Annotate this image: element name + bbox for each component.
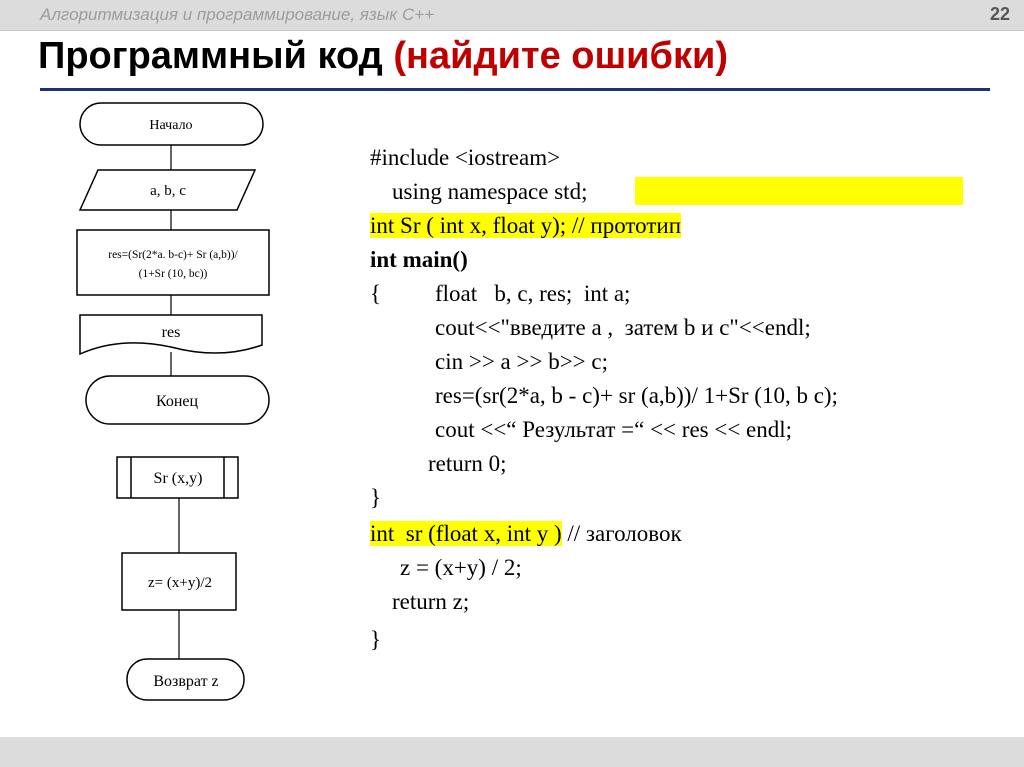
code-line-5-brace: { [370, 281, 382, 306]
code-line-14: return z; [392, 589, 470, 614]
highlight-box [635, 177, 963, 205]
slide-title-main: Программный код [38, 35, 383, 77]
process-block [77, 230, 269, 295]
code-line-15: } [370, 627, 382, 652]
course-title: Алгоритмизация и программирование, язык С++ [40, 5, 435, 24]
process-label-line2: (1+Sr (10, bc)) [138, 268, 208, 280]
return-label: Возврат z [153, 673, 219, 690]
code-line-8: res=(sr(2*a, b - c)+ sr (a,b))/ 1+Sr (10, b c); [435, 383, 838, 408]
start-label: Начало [149, 118, 193, 133]
code-line-5: float b, c, res; int a; [435, 281, 631, 306]
code-line-12 [370, 518, 682, 550]
process-label-line1: res=(Sr(2*a. b-c)+ Sr (a,b))/ [108, 249, 238, 261]
code-line-4: int main() [370, 247, 468, 272]
output-label: res [161, 324, 181, 341]
function-body-label: z= (x+y)/2 [148, 575, 212, 591]
bottom-bar [0, 737, 1024, 767]
code-line-13: z = (x+y) / 2; [400, 555, 522, 580]
code-line-9: cout <<“ Результат =“ << res << endl; [435, 417, 793, 442]
code-line-11: } [370, 485, 382, 510]
code-line-10: return 0; [428, 451, 507, 476]
slide-title-highlight: (найдите ошибки) [393, 35, 729, 77]
code-line-7: cin >> a >> b>> c; [435, 349, 608, 374]
code-line-3-text: int Sr ( int x, float y); // прототип [370, 213, 682, 238]
code-line-2: using namespace std; [392, 179, 588, 204]
function-header-label: Sr (x,y) [153, 470, 203, 487]
code-line-1: #include <iostream> [370, 145, 561, 170]
code-line-12-comment: // заголовок [561, 521, 682, 546]
page-number: 22 [990, 4, 1011, 24]
code-line-12-signature: int sr (float x, int y ) [370, 521, 562, 546]
code-line-6: cout<<"введите а , затем b и c"<<endl; [435, 315, 811, 340]
input-label: a, b, c [150, 183, 186, 199]
end-label: Конец [155, 393, 199, 410]
code-line-3 [370, 210, 681, 242]
